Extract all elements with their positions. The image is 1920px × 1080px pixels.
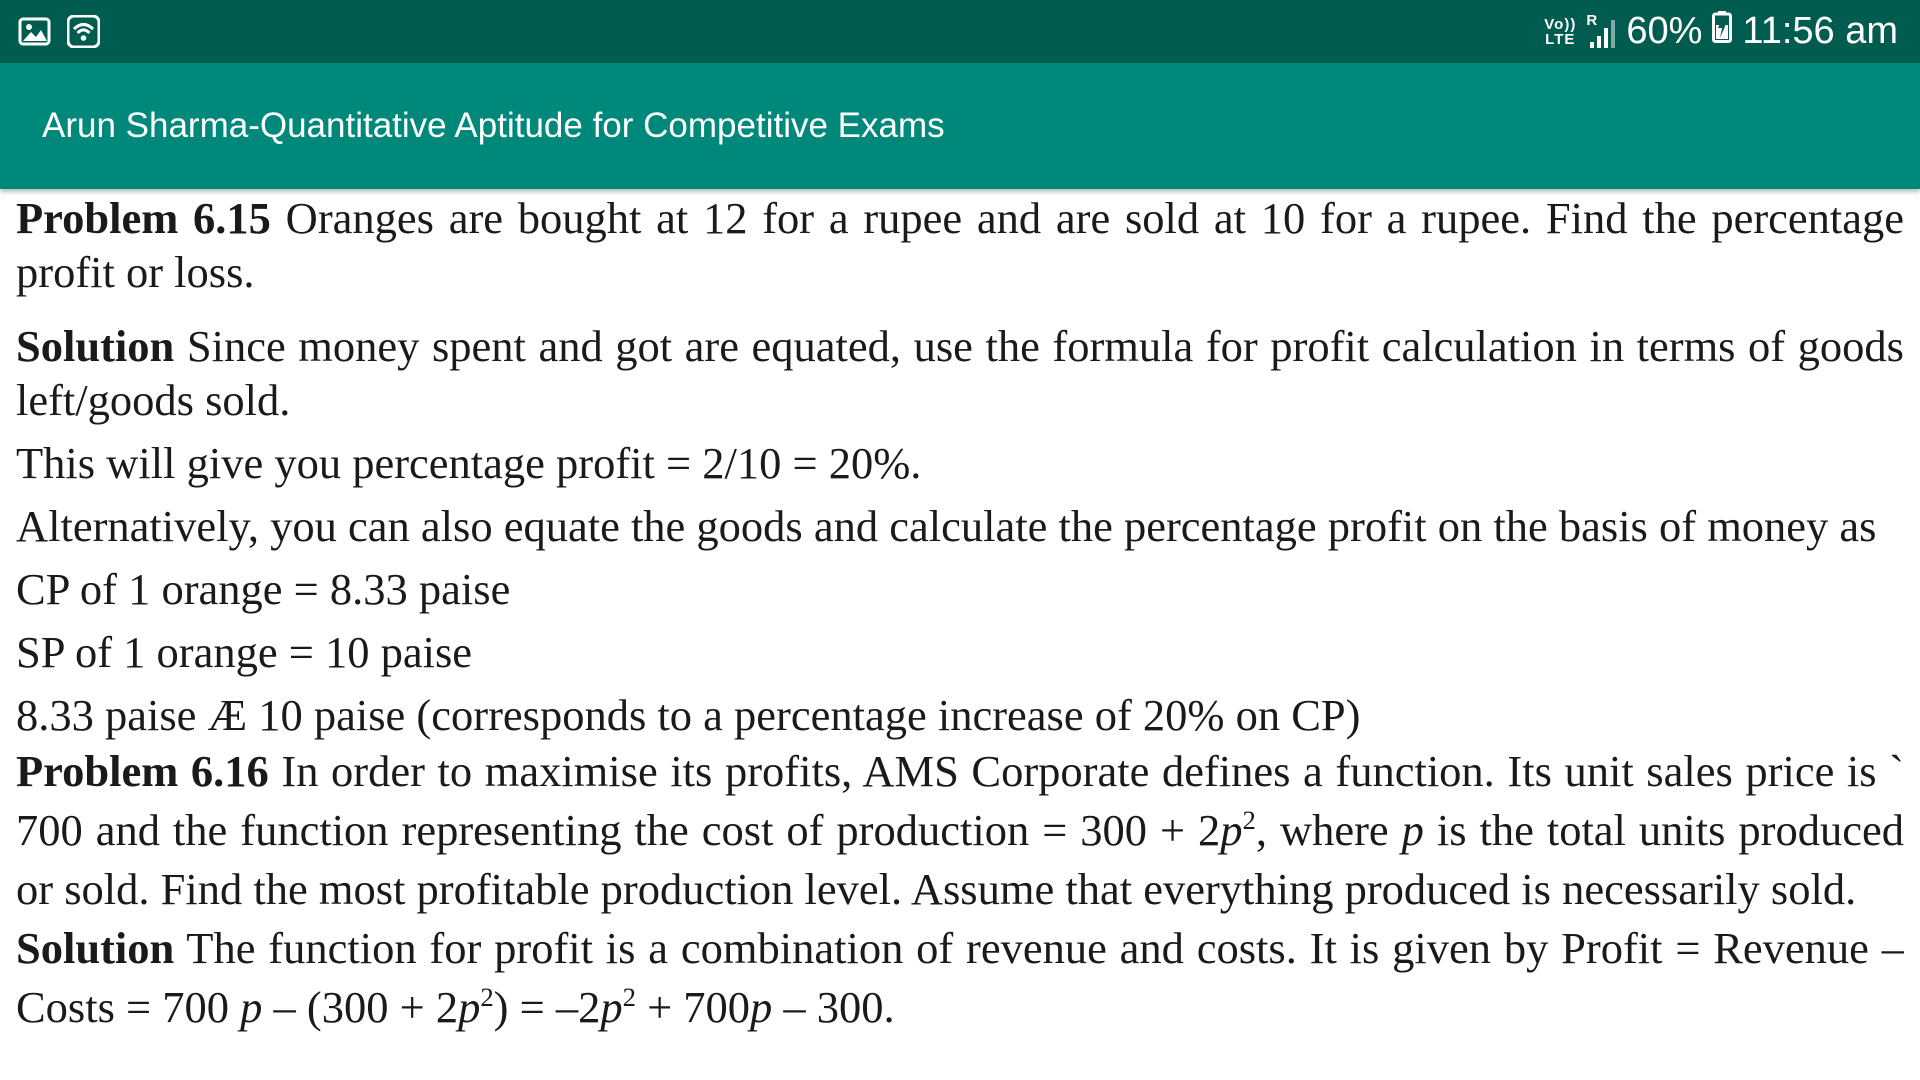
solution-line-profit: This will give you percentage profit = 2/10 = 20%. [16,438,922,488]
wifi-icon [67,15,100,48]
clock: 11:56 am [1742,10,1898,52]
superscript: 2 [622,982,636,1013]
signal-icon [1586,11,1616,50]
solution-6-15 [16,319,1904,427]
volte-indicator [1544,17,1576,47]
status-bar [0,0,1920,63]
solution-6-16-label: Solution [16,923,175,973]
problem-6-16-text-c: is the total units produced or sold. Find the most profitable production level. Assume that everything produced is necessarily sold. [16,805,1904,914]
solution-6-15-label: Solution [16,321,175,371]
solution-line-sp: SP of 1 orange = 10 paise [16,627,473,677]
solution-6-16-text-e: – 300. [772,982,895,1032]
lte-label: LTE [1545,30,1576,48]
solution-line-increase: 8.33 paise Æ 10 paise (corresponds to a percentage increase of 20% on CP) [16,690,1361,740]
solution-6-15-text: Since money spent and got are equated, use the formula for profit calculation in terms of goods left/goods sold. [16,321,1904,425]
solution-6-16-text-a: The function for profit is a combination of revenue and costs. It is given by Profit = Revenue – Costs = 700 [16,923,1904,1032]
variable-p: p [458,982,481,1032]
solution-line-alternative: Alternatively, you can also equate the goods and calculate the percentage profit on the basis of money as [16,501,1877,551]
solution-6-16-text-d: + 700 [635,982,751,1032]
problem-6-16-text-a: In order to maximise its profits, AMS Corporate defines a function. Its unit sales price is ` 700 and the function representing the cost of production = 300 + 2 [16,746,1904,855]
problem-6-16 [16,742,1904,919]
problem-6-15 [16,191,1904,299]
battery-percent: 60% [1626,10,1703,52]
volte-label: Vo)) [1544,15,1577,33]
variable-p: p [1220,805,1243,855]
variable-p: p [600,982,623,1032]
problem-6-15-label: Problem 6.15 [16,193,271,243]
variable-p: p [1401,805,1424,855]
status-bar-left [18,15,100,48]
problem-6-15-text: Oranges are bought at 12 for a rupee and are sold at 10 for a rupee. Find the percentage profit or loss. [16,193,1904,297]
solution-6-16-text-c: ) = –2 [493,982,601,1032]
superscript: 2 [1242,805,1256,836]
superscript: 2 [480,982,494,1013]
solution-line-cp: CP of 1 orange = 8.33 paise [16,564,511,614]
problem-6-16-text-b: , where [1255,805,1402,855]
battery-icon [1712,10,1732,53]
solution-6-16-text-b: – (300 + 2 [262,982,459,1032]
app-bar [0,63,1920,189]
problem-6-16-label: Problem 6.16 [16,746,269,796]
app-title: Arun Sharma-Quantitative Aptitude for Competitive Exams [42,106,945,145]
variable-p: p [750,982,773,1032]
status-bar-right [1544,0,1898,63]
solution-6-16 [16,919,1904,1037]
roaming-label: R [1586,11,1598,29]
image-icon [18,15,51,48]
document-content [16,191,1904,1080]
variable-p: p [240,982,263,1032]
